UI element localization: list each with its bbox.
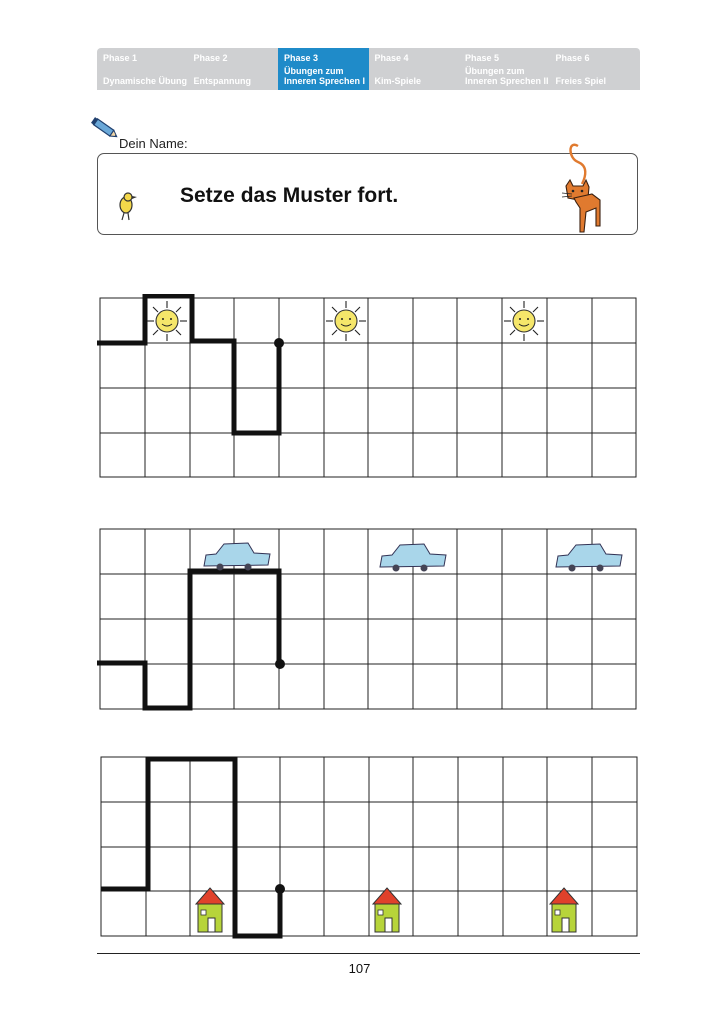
pattern-grid-3: [97, 753, 640, 939]
phase-tab-1[interactable]: [97, 48, 188, 90]
phase-name: Kim-Spiele: [374, 76, 422, 86]
phase-name: Übungen zum Inneren Sprechen II: [465, 66, 549, 86]
phase-name: Freies Spiel: [555, 76, 607, 86]
house-icon: [550, 888, 578, 932]
phase-tab-6[interactable]: [550, 48, 641, 90]
cat-icon: [556, 140, 610, 236]
sun-icon: [326, 301, 366, 341]
instruction-text: Setze das Muster fort.: [180, 184, 399, 207]
phase-number: Phase 6: [555, 53, 590, 63]
house-icon: [196, 888, 224, 932]
pattern-grid-2: [97, 526, 640, 712]
phase-number: Phase 5: [465, 53, 500, 63]
name-label: Dein Name:: [119, 136, 188, 151]
pattern-grid-1: [97, 294, 640, 480]
car-icon: [204, 543, 270, 571]
path-end-dot: [275, 884, 285, 894]
phase-number: Phase 4: [374, 53, 409, 63]
phase-tab-4[interactable]: [369, 48, 460, 90]
page-number: 107: [348, 961, 371, 976]
sun-icon: [147, 301, 187, 341]
bird-icon: [114, 188, 140, 224]
path-end-dot: [275, 659, 285, 669]
grid-lines: [100, 298, 636, 477]
pattern-path: [97, 296, 279, 433]
pattern-path: [97, 571, 279, 708]
phase-name: Entspannung: [193, 76, 251, 86]
pencil-icon: [90, 117, 120, 141]
sun-icon: [504, 301, 544, 341]
phase-name: Übungen zum Inneren Sprechen I: [284, 66, 366, 86]
phase-number: Phase 2: [193, 53, 228, 63]
house-icon: [373, 888, 401, 932]
phase-name: Dynamische Übung: [103, 76, 188, 86]
car-icon: [556, 544, 622, 572]
phase-number: Phase 1: [103, 53, 138, 63]
path-end-dot: [274, 338, 284, 348]
phase-tab-3[interactable]: [278, 48, 369, 90]
footer-divider: [97, 953, 640, 954]
phase-bar: [97, 48, 640, 90]
phase-tab-5[interactable]: [459, 48, 550, 90]
phase-number: Phase 3: [284, 53, 319, 63]
phase-tab-2[interactable]: [188, 48, 279, 90]
grid-lines: [100, 529, 636, 709]
